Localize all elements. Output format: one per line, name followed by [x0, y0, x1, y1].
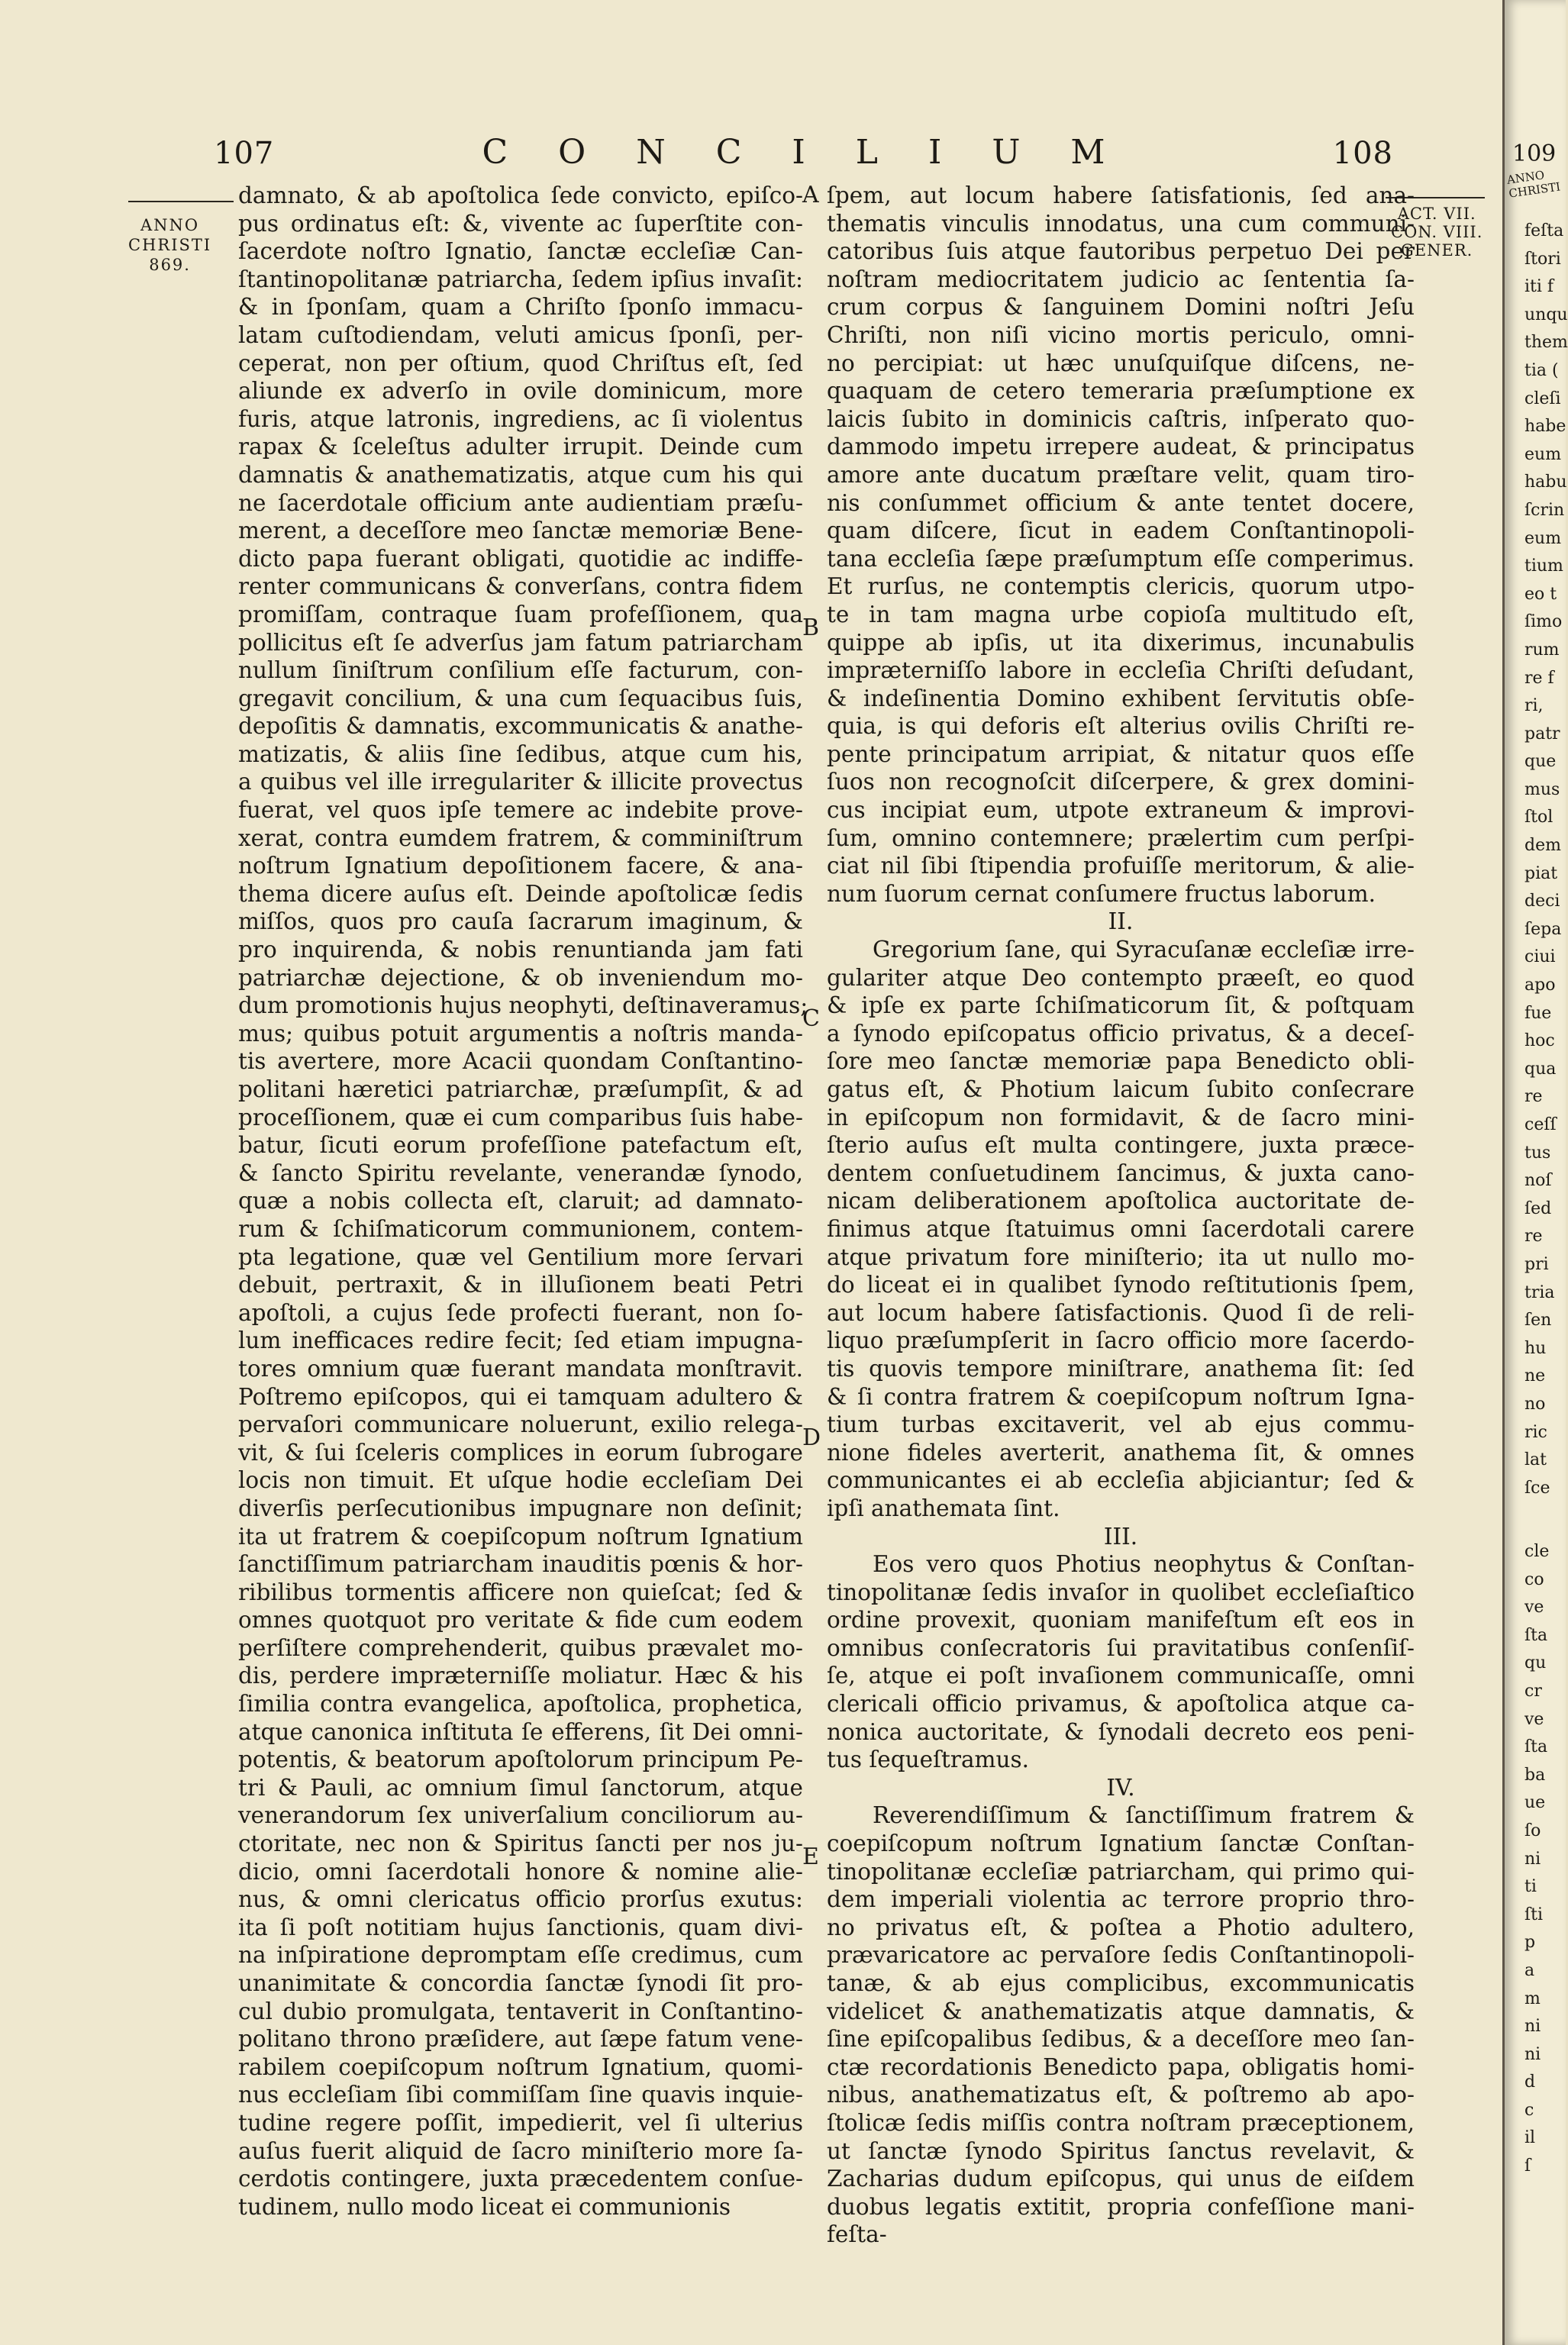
text-line: ſtantinopolitanæ patriarcha, ſedem ipſius invaſit:	[238, 266, 803, 292]
text-line: pta legatione, quæ vel Gentilium more ſervari	[238, 1243, 803, 1270]
text-line: tium turbas excitaverit, vel ab ejus commu-	[827, 1411, 1415, 1438]
text-line: renter communicans & converſans, contra fidem	[238, 573, 803, 600]
text-line: nullum ſiniſtrum conſilium eſſe facturum, con-	[238, 657, 803, 684]
margin-con: CON. VIII.	[1391, 223, 1483, 241]
text-line: crum corpus & ſanguinem Domini noſtri Jeſu	[827, 294, 1415, 321]
text-line: ſine epiſcopalibus ſedibus, & a deceſſore meo ſan-	[827, 2026, 1415, 2053]
text-line: locis non timuit. Et uſque hodie eccleſiam Dei	[238, 1467, 803, 1494]
text-line: nus, & omni clericatus officio prorſus exutus:	[238, 1886, 803, 1913]
text-line: furis, atque latronis, ingrediens, ac ſi violentus	[238, 405, 803, 432]
text-line: ſtolicæ ſedis miſſis contra noſtram præceptionem,	[827, 2109, 1415, 2136]
text-line: noſtram mediocritatem judicio ac ſententia ſa-	[827, 266, 1415, 292]
text-line: dicto papa fuerant obligati, quotidie ac indiffe-	[238, 545, 803, 572]
text-line: unanimitate & concordia ſanctæ ſynodi ſit pro-	[238, 1970, 803, 1996]
text-line: ceperat, non per oſtium, quod Chriſtus eſt, ſed	[238, 350, 803, 376]
text-line: ordine provexit, quoniam manifeſtum eſt eos in	[827, 1607, 1415, 1634]
text-line: proceſſionem, quæ ei cum comparibus ſuis habe-	[238, 1104, 803, 1131]
text-line: nonica auctoritate, & ſynodali decreto eos peni-	[827, 1718, 1415, 1745]
text-line: quæ a nobis collecta eſt, claruit; ad damnato-	[238, 1188, 803, 1214]
text-line: auſus fuerit aliquid de ſacro miniſterio more ſa-	[238, 2137, 803, 2164]
text-line: ita ſi poſt notitiam hujus ſanctionis, quam divi-	[238, 1914, 803, 1940]
text-line: pollicitus eſt ſe adverſus jam fatum patriarcham	[238, 629, 803, 656]
text-line: quam diſcere, ſicut in eadem Conſtantinopoli-	[827, 518, 1415, 544]
text-line: Et rurſus, ne contemptis clericis, quorum utpo-	[827, 573, 1415, 600]
text-line: no percipiat: ut hæc unuſquiſque diſcens, ne-	[827, 350, 1415, 376]
text-line: & ſancto Spiritu revelante, venerandæ ſynodo,	[238, 1160, 803, 1186]
text-line: lum inefficaces redire fecit; ſed etiam impugna-	[238, 1327, 803, 1354]
text-line: quaquam de cetero temeraria præſumptione ex	[827, 378, 1415, 405]
next-page-text-bottom: cle co ve ſta qu cr ve ſta ba ue ſo ni ti ſti p a m ni ni d c il ſ	[1524, 1542, 1550, 2176]
text-line: dammodo impetu irrepere audeat, & principatus	[827, 434, 1415, 460]
text-line: rapax & ſceleſtus adulter irrupit. Deinde cum	[238, 434, 803, 460]
text-line: latam cuſtodiendam, veluti amicus ſponſi, per-	[238, 321, 803, 348]
next-page-text-top: feſta ſtori iti f unqu them tia ( cleſi habe eum habu ſcrin eum tium eo t ſimo rum re f ri, patr que mus ſtol dem piat deci ſepa ciui apo fue hoc qua re ceſſ tus noſ ſed re pri tria ſen hu ne no ric lat ſce	[1524, 221, 1568, 1498]
text-line: do liceat ei in qualibet ſynodo reſtitutionis ſpem,	[827, 1272, 1415, 1298]
text-line: diverſis perſecutionibus impugnare non deſinit;	[238, 1495, 803, 1521]
text-line: tanæ, & ab ejus complicibus, excommunicatis	[827, 1970, 1415, 1996]
margin-note-year	[128, 215, 211, 275]
text-line: atque canonica inſtituta ſe efferens, ſit Dei omni-	[238, 1718, 803, 1745]
text-line: ſe, atque ei poſt invaſionem communicaſſe, omni	[827, 1663, 1415, 1689]
text-line: politano throno præſidere, aut ſæpe fatum vene-	[238, 2026, 803, 2053]
text-line: cul dubio promulgata, tentaverit in Conſtantino-	[238, 1998, 803, 2024]
text-line: num ſuorum cernat conſumere fructus laborum.	[827, 880, 1376, 907]
margin-christi: CHRISTI	[128, 236, 212, 254]
text-line: atque privatum fore miniſterio; ita ut nullo mo-	[827, 1243, 1415, 1270]
text-line: & indeſinentia Domino exhibent ſervitutis obſe-	[827, 685, 1415, 711]
text-line: mus; quibus potuit argumentis a noſtris manda-	[238, 1020, 803, 1047]
text-line: thematis vinculis innodatus, una cum communi-	[827, 210, 1415, 237]
text-line: Chriſti, non niſi vicino mortis periculo, omni-	[827, 321, 1415, 348]
text-line: debuit, pertraxit, & in illuſionem beati Petri	[238, 1272, 803, 1298]
text-line: ita ut fratrem & coepiſcopum noſtrum Ignatium	[238, 1523, 803, 1550]
text-line: catoribus ſuis atque fautoribus perpetuo Dei per	[827, 238, 1415, 265]
text-line: dis, perdere impræterniſſe moliatur. Hæc & his	[238, 1663, 803, 1689]
text-line: & ipſe ex parte ſchiſmaticorum ſit, & poſtquam	[827, 992, 1415, 1019]
text-line: miſſos, quos pro cauſa ſacrarum imaginum, &	[238, 908, 803, 935]
text-line: depoſitis & damnatis, excommunicatis & anathe-	[238, 713, 803, 740]
text-line: ſimilia contra evangelica, apoſtolica, prophetica,	[238, 1691, 803, 1718]
text-line: vit, & ſui ſceleris complices in eorum ſubrogare	[238, 1439, 803, 1466]
text-line: gatus eſt, & Photium laicum ſubito conſecrare	[827, 1076, 1415, 1102]
text-line: dem imperiali violentia ac terrore proprio thro-	[827, 1886, 1415, 1913]
text-line: tinopolitanæ eccleſiæ patriarcham, qui primo qui-	[827, 1858, 1415, 1885]
text-line: gulariter atque Deo contempto præeſt, eo quod	[827, 964, 1415, 991]
text-line: promiſſam, contraque ſuam profeſſionem, qua	[238, 601, 803, 627]
text-line: impræterniſſo labore in eccleſia Chriſti deſudant,	[827, 657, 1415, 684]
text-line: tis quovis tempore miniſtrare, anathema ſit: ſed	[827, 1355, 1415, 1382]
text-line: ſterio auſus eſt multa contingere, juxta præce-	[827, 1132, 1415, 1159]
text-line: nis conſummet officium & ante tentet docere,	[827, 489, 1415, 516]
text-line: & in ſponſam, quam a Chriſto ſponſo immacu-	[238, 294, 803, 321]
text-line: amore ante ducatum præſtare velit, quam tiro-	[827, 461, 1415, 488]
text-line: omnibus conſecratoris ſui pravitatibus conſenſiſ-	[827, 1634, 1415, 1661]
text-line: omnes quotquot pro veritate & fide cum eodem	[238, 1607, 803, 1634]
section-letter-d: D	[802, 1424, 821, 1451]
text-line: fuerat, vel quos ipſe temere ac indebite prove-	[238, 797, 803, 824]
margin-gener: GENER.	[1401, 241, 1473, 260]
section-letter-a: A	[802, 182, 819, 208]
next-page-edge	[1502, 0, 1566, 2345]
text-line: venerandorum ſex univerſalium conciliorum au-	[238, 1802, 803, 1829]
text-line: Gregorium ſane, qui Syracuſanæ eccleſiæ irre-	[873, 937, 1415, 963]
text-line: batur, ſicuti eorum profeſſione patefactum eſt,	[238, 1132, 803, 1159]
text-line: communicantes ei ab eccleſia abjiciantur; ſed &	[827, 1467, 1415, 1494]
margin-anno: ANNO	[140, 216, 200, 234]
section-heading: II.	[1108, 908, 1134, 935]
margin-rule-left	[128, 201, 234, 202]
text-line: ipſi anathemata ſint.	[827, 1495, 1060, 1521]
text-line: nicam deliberationem apoſtolica auctoritate de-	[827, 1188, 1415, 1214]
text-line: Reverendiſſimum & ſanctiſſimum fratrem &	[873, 1802, 1415, 1829]
text-line: quippe ab ipſis, ut ita dixerimus, incunabulis	[827, 629, 1415, 656]
text-line: cus incipiat eum, utpote extraneum & improvi-	[827, 797, 1415, 824]
section-letter-e: E	[802, 1843, 819, 1870]
text-line: potentis, & beatorum apoſtolorum principum Pe-	[238, 1747, 803, 1773]
text-line: ſuos non recognoſcit diſcerpere, & grex domini-	[827, 769, 1415, 795]
text-line: dentem conſuetudinem ſancimus, & juxta cano-	[827, 1160, 1415, 1186]
text-line: feſta-	[827, 2221, 887, 2248]
text-line: gregavit concilium, & una cum ſequacibus ſuis,	[238, 685, 803, 711]
text-line: nus eccleſiam ſibi commiſſam ſine quavis inquie-	[238, 2082, 803, 2108]
text-line: noſtrum Ignatium depoſitionem facere, & ana-	[238, 853, 803, 879]
text-line: aliunde ex adverſo in ovile dominicum, more	[238, 378, 803, 405]
text-line: na inſpiratione depromptam eſſe credimus, cum	[238, 1942, 803, 1969]
text-line: ſore meo ſanctæ memoriæ papa Benedicto obli-	[827, 1048, 1415, 1075]
text-line: & ſi contra fratrem & coepiſcopum noſtrum Igna-	[827, 1383, 1415, 1410]
text-line: ut ſanctæ ſynodo Spiritus ſanctus revelavit, &	[827, 2137, 1415, 2164]
next-page-margin: ANNO CHRISTI	[1505, 168, 1562, 201]
text-line: damnatis & anathematizatis, atque cum his qui	[238, 461, 803, 488]
text-line: a quibus vel ille irregulariter & illicite provectus	[238, 769, 803, 795]
section-letter-c: C	[802, 1005, 820, 1032]
text-line: nione fideles averterit, anathema ſit, & omnes	[827, 1439, 1415, 1466]
text-line: damnato, & ab apoſtolica ſede convicto, epiſco-	[238, 182, 803, 208]
running-title: C O N C I L I U M	[482, 133, 1125, 172]
text-line: cerdotis contingere, juxta præcedentem conſue-	[238, 2166, 803, 2192]
text-line: a ſynodo epiſcopatus officio privatus, & a deceſ-	[827, 1020, 1415, 1047]
section-heading: III.	[1103, 1523, 1138, 1550]
text-line: rabilem coepiſcopum noſtrum Ignatium, quomi-	[238, 2053, 803, 2080]
text-line: pus ordinatus eſt: &, vivente ac ſuperſtite con-	[238, 210, 803, 237]
text-line: in epiſcopum non formidavit, & de ſacro mini-	[827, 1104, 1415, 1131]
text-line: prævaricatore ac pervaſore ſedis Conſtantinopoli-	[827, 1942, 1415, 1969]
text-line: pervaſori communicare noluerunt, exilio relega-	[238, 1411, 803, 1438]
text-line: ctoritate, nec non & Spiritus ſancti per nos ju-	[238, 1831, 803, 1857]
text-line: coepiſcopum noſtrum Ignatium ſanctæ Conſtan-	[827, 1831, 1415, 1857]
text-line: dum promotionis hujus neophyti, deſtinaveramus;	[238, 992, 808, 1019]
text-line: ne ſacerdotale officium ante audientiam præſu-	[238, 489, 803, 516]
text-line: ſacerdote noſtro Ignatio, ſanctæ eccleſiæ Can-	[238, 238, 803, 265]
section-letter-b: B	[802, 614, 820, 641]
page-number-right: 108	[1332, 136, 1393, 171]
page-header	[214, 130, 1393, 176]
text-line: ctæ recordationis Benedicto papa, obligatis homi-	[827, 2053, 1415, 2080]
text-line: ribilibus tormentis afficere non quieſcat; ſed &	[238, 1579, 803, 1605]
text-column-left	[238, 182, 808, 2221]
text-line: tus ſequeſtramus.	[827, 1747, 1030, 1773]
next-page-number: 109	[1512, 140, 1557, 167]
margin-year: 869.	[149, 256, 191, 274]
text-line: finimus atque ſtatuimus omni ſacerdotali carere	[827, 1215, 1415, 1242]
text-line: quia, is qui deforis eſt alterius ovilis Chriſti re-	[827, 713, 1415, 740]
page-number-left: 107	[214, 136, 275, 171]
text-line: aut locum habere ſatisfactionis. Quod ſi de reli-	[827, 1299, 1415, 1326]
margin-act: ACT. VII.	[1397, 205, 1476, 223]
text-line: tri & Pauli, ac omnium ſimul ſanctorum, atque	[238, 1774, 803, 1801]
text-line: politani hæretici patriarchæ, præſumpſit, & ad	[238, 1076, 803, 1102]
text-line: tudinem, nullo modo liceat ei communionis	[238, 2193, 731, 2220]
text-line: ſanctiſſimum patriarcham inauditis pœnis & hor-	[238, 1551, 803, 1578]
text-line: laicis ſubito in dominicis caſtris, inſperato quo-	[827, 405, 1415, 432]
text-line: dicio, omni ſacerdotali honore & nomine alie-	[238, 1858, 803, 1885]
text-line: no privatus eſt, & poſtea a Photio adultero,	[827, 1914, 1415, 1940]
text-line: xerat, contra eumdem fratrem, & comminiſtrum	[238, 824, 803, 851]
text-line: videlicet & anathematizatis atque damnatis, &	[827, 1998, 1415, 2024]
text-line: ciat nil ſibi ſtipendia profuiſſe meritorum, & alie-	[827, 853, 1415, 879]
text-line: ſum, omnino contemnere; prælertim cum perſpi-	[827, 824, 1415, 851]
section-heading: IV.	[1106, 1774, 1135, 1801]
text-line: tudine regere poſſit, impedierit, vel ſi ulterius	[238, 2109, 803, 2136]
text-line: perſiſtere comprehenderit, quibus prævalet mo-	[238, 1634, 803, 1661]
text-line: duobus legatis extitit, propria confeſſione mani-	[827, 2193, 1415, 2220]
text-line: clericali officio privamus, & apoſtolica atque ca-	[827, 1691, 1415, 1718]
text-line: rum & ſchiſmaticorum communionem, contem-	[238, 1215, 803, 1242]
text-line: tores omnium quæ fuerant mandata monſtravit.	[238, 1355, 803, 1382]
text-line: Eos vero quos Photius neophytus & Conſtan-	[873, 1551, 1415, 1578]
text-line: liquo præſumpſerit in ſacro officio more ſacerdo-	[827, 1327, 1415, 1354]
text-line: matizatis, & aliis ſine ſedibus, atque cum his,	[238, 740, 803, 767]
text-line: Zacharias dudum epiſcopus, qui unus de eiſdem	[827, 2166, 1415, 2192]
text-line: nibus, anathematizatus eſt, & poſtremo ab apo-	[827, 2082, 1415, 2108]
text-line: apoſtoli, a cujus ſede profecti fuerant, non ſo-	[238, 1299, 803, 1326]
text-line: thema dicere auſus eſt. Deinde apoſtolicæ ſedis	[238, 880, 803, 907]
text-line: pro inquirenda, & nobis renuntianda jam fati	[238, 937, 803, 963]
text-line: tana eccleſia ſæpe præſumptum eſſe comperimus.	[827, 545, 1415, 572]
text-line: te in tam magna urbe copioſa multitudo eſt,	[827, 601, 1415, 627]
text-line: patriarchæ dejectione, & ob inveniendum mo-	[238, 964, 803, 991]
text-column-right	[827, 182, 1415, 2249]
text-line: pente principatum arripiat, & nitatur quos eſſe	[827, 740, 1415, 767]
text-line: merent, a deceſſore meo ſanctæ memoriæ Bene-	[238, 518, 803, 544]
text-line: tinopolitanæ ſedis invaſor in quolibet eccleſiaſtico	[827, 1579, 1415, 1605]
text-line: Poſtremo epiſcopos, qui ei tamquam adultero &	[238, 1383, 803, 1410]
text-line: ſpem, aut locum habere ſatisfationis, ſed ana-	[827, 182, 1415, 208]
text-line: tis avertere, more Acacii quondam Conſtantino-	[238, 1048, 803, 1075]
